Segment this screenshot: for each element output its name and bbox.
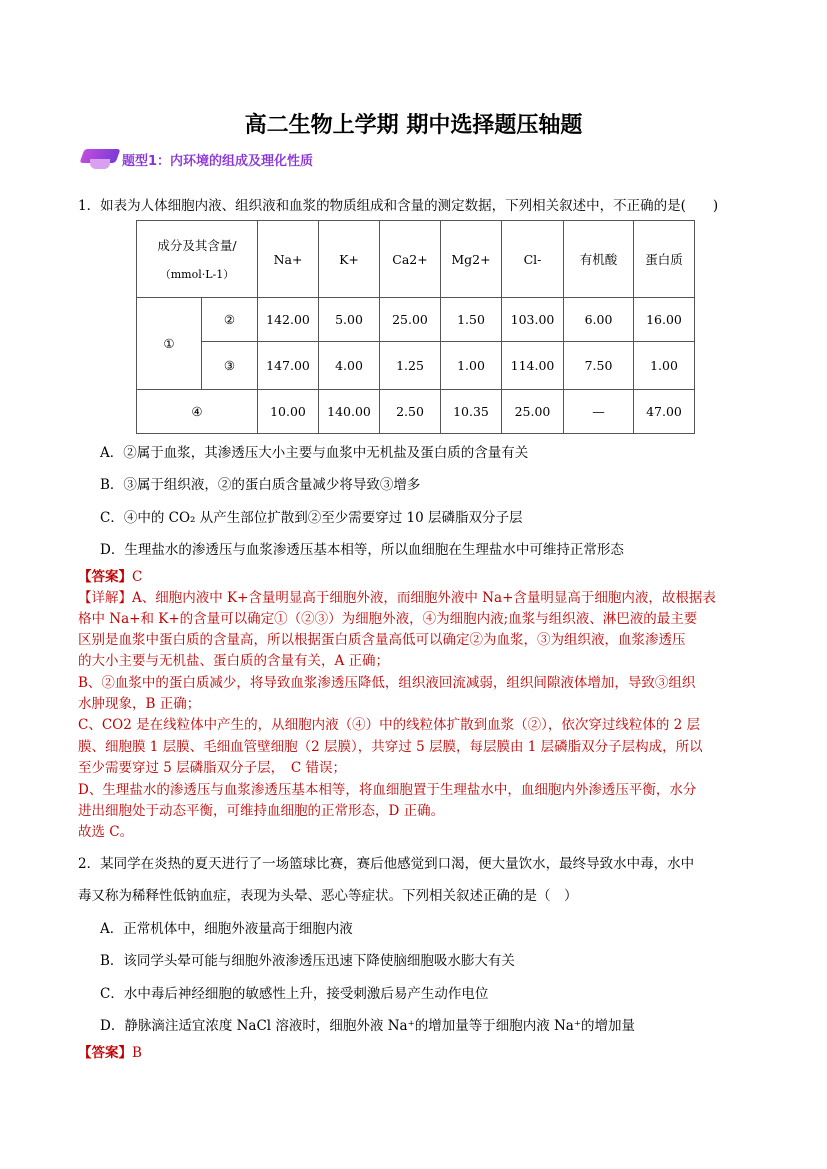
table-header-label: 成分及其含量/ （mmol·L-1） [137,221,258,298]
cell: 147.00 [258,342,319,390]
data-table [136,220,695,434]
group-label: ① [137,298,202,390]
explanation-line: D、生理盐水的渗透压与血浆渗透压基本相等，将血细胞置于生理盐水中，血细胞内外渗透压平衡，水分 [78,782,697,798]
q2-stem-line: 毒又称为稀释性低钠血症，表现为头晕、恶心等症状。下列相关叙述正确的是（ ） [78,888,578,904]
q1-option-b: B．③属于组织液，②的蛋白质含量减少将导致③增多 [100,477,421,493]
row-label: ④ [137,390,258,434]
col-header: Na+ [258,221,319,298]
section-heading [80,147,313,171]
cell: 6.00 [564,298,634,342]
cell: 47.00 [634,390,695,434]
q2-stem-line: 2．某同学在炎热的夏天进行了一场篮球比赛，赛后他感觉到口渴，便大量饮水，最终导致水中毒，水中 [78,856,695,872]
explanation-line: 区别是血浆中蛋白质的含量高，所以根据蛋白质含量高低可以确定②为血浆，③为组织液，血浆渗透压 [78,632,686,648]
cell: 10.00 [258,390,319,434]
cell: 1.25 [380,342,441,390]
explanation-line: C、CO2 是在线粒体中产生的，从细胞内液（④）中的线粒体扩散到血浆（②），依次穿过线粒体的 2 层 [78,717,701,733]
cell: 2.50 [380,390,441,434]
q2-option-a: A．正常机体中，细胞外液量高于细胞内液 [100,921,353,937]
explanation-line: 膜、细胞膜 1 层膜、毛细血管壁细胞（2 层膜），共穿过 5 层膜，每层膜由 1 层磷脂双分子层构成，所以 [78,739,703,755]
col-header: K+ [319,221,380,298]
q1-stem: 1．如表为人体细胞内液、组织液和血浆的物质组成和含量的测定数据，下列相关叙述中，不正确的是( ) [78,198,719,214]
col-header: Ca2+ [380,221,441,298]
col-header: 有机酸 [564,221,634,298]
q2-option-b: B．该同学头晕可能与细胞外液渗透压迅速下降使脑细胞吸水膨大有关 [100,953,515,969]
cell: 5.00 [319,298,380,342]
cell: — [564,390,634,434]
cell: 16.00 [634,298,695,342]
table-row [137,390,695,434]
table-row [137,298,695,342]
cell: 7.50 [564,342,634,390]
cell: 25.00 [502,390,564,434]
q1-option-a: A．②属于血浆，其渗透压大小主要与血浆中无机盐及蛋白质的含量有关 [100,445,529,461]
q2-option-c: C．水中毒后神经细胞的敏感性上升，接受刺激后易产生动作电位 [100,986,489,1002]
explanation-line: 至少需要穿过 5 层磷脂双分子层， C 错误； [78,760,347,776]
q1-answer: 【答案】C [78,569,143,585]
row-label: ② [202,298,258,342]
explanation-line: 格中 Na+和 K+的含量可以确定①（②③）为细胞外液，④为细胞内液;血浆与组织液、淋巴液的最主要 [78,611,698,627]
col-header: Cl- [502,221,564,298]
explanation-line: 【详解】A、细胞内液中 K+含量明显高于细胞外液，而细胞外液中 Na+含量明显高于细胞内液，故根据表 [78,590,716,606]
explanation-line: B、②血浆中的蛋白质减少，将导致血浆渗透压降低，组织液回流减弱，组织间隙液体增加，导致③组织 [78,675,696,691]
page-title: 高二生物上学期 期中选择题压轴题 [244,113,583,138]
cell: 140.00 [319,390,380,434]
graduation-cap-icon [80,147,120,171]
explanation-line: 的大小主要与无机盐、蛋白质的含量有关，A 正确； [78,653,390,669]
col-header: 蛋白质 [634,221,695,298]
q2-answer: 【答案】B [78,1045,142,1061]
q1-option-c: C．④中的 CO₂ 从产生部位扩散到②至少需要穿过 10 层磷脂双分子层 [100,510,523,526]
cell: 4.00 [319,342,380,390]
cell: 1.00 [634,342,695,390]
q2-option-d: D．静脉滴注适宜浓度 NaCl 溶液时，细胞外液 Na⁺的增加量等于细胞内液 Na⁺的增加量 [100,1018,635,1034]
section-title: 题型1：内环境的组成及理化性质 [122,153,314,169]
col-header: Mg2+ [441,221,502,298]
cell: 10.35 [441,390,502,434]
cell: 25.00 [380,298,441,342]
cell: 114.00 [502,342,564,390]
explanation-line: 故选 C。 [78,824,134,840]
explanation-line: 水肿现象，B 正确； [78,696,201,712]
q1-option-d: D．生理盐水的渗透压与血浆渗透压基本相等，所以血细胞在生理盐水中可维持正常形态 [100,542,624,558]
cell: 1.50 [441,298,502,342]
cell: 142.00 [258,298,319,342]
table-row [137,342,695,390]
row-label: ③ [202,342,258,390]
cell: 103.00 [502,298,564,342]
explanation-line: 进出细胞处于动态平衡，可维持血细胞的正常形态，D 正确。 [78,803,445,819]
cell: 1.00 [441,342,502,390]
